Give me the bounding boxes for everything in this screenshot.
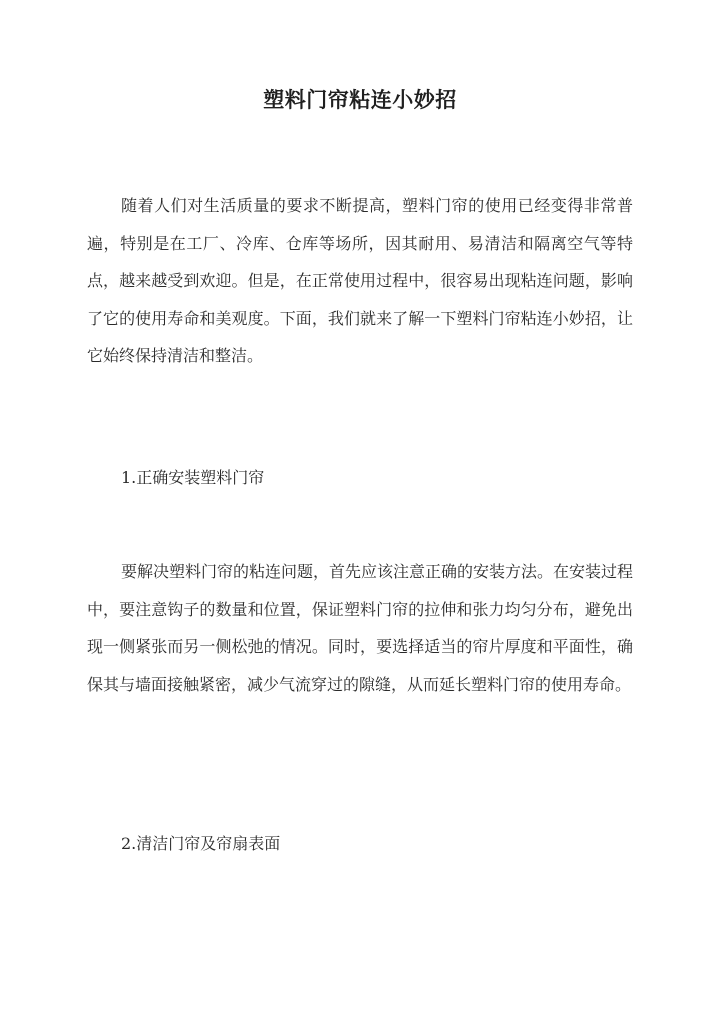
section-heading-1: 1.正确安装塑料门帘	[121, 468, 265, 487]
intro-paragraph: 随着人们对生活质量的要求不断提高，塑料门帘的使用已经变得非常普遍，特别是在工厂、冷库、仓库等场所，因其耐用、易清洁和隔离空气等特点，越来越受到欢迎。但是，在正常使用过程中，很容易出现粘连问题，影响了它的使用寿命和美观度。下面，我们就来了解一下塑料门帘粘连小妙招，让它始终保持清洁和整洁。	[87, 196, 633, 366]
section-heading-2: 2.清洁门帘及帘扇表面	[121, 834, 281, 853]
document-title: 塑料门帘粘连小妙招	[263, 87, 457, 112]
section-1-paragraph: 要解决塑料门帘的粘连问题，首先应该注意正确的安装方法。在安装过程中，要注意钩子的数量和位置，保证塑料门帘的拉伸和张力均匀分布，避免出现一侧紧张而另一侧松弛的情况。同时，要选择适当的帘片厚度和平面性，确保其与墙面接触紧密，减少气流穿过的隙缝，从而延长塑料门帘的使用寿命。	[87, 562, 634, 694]
